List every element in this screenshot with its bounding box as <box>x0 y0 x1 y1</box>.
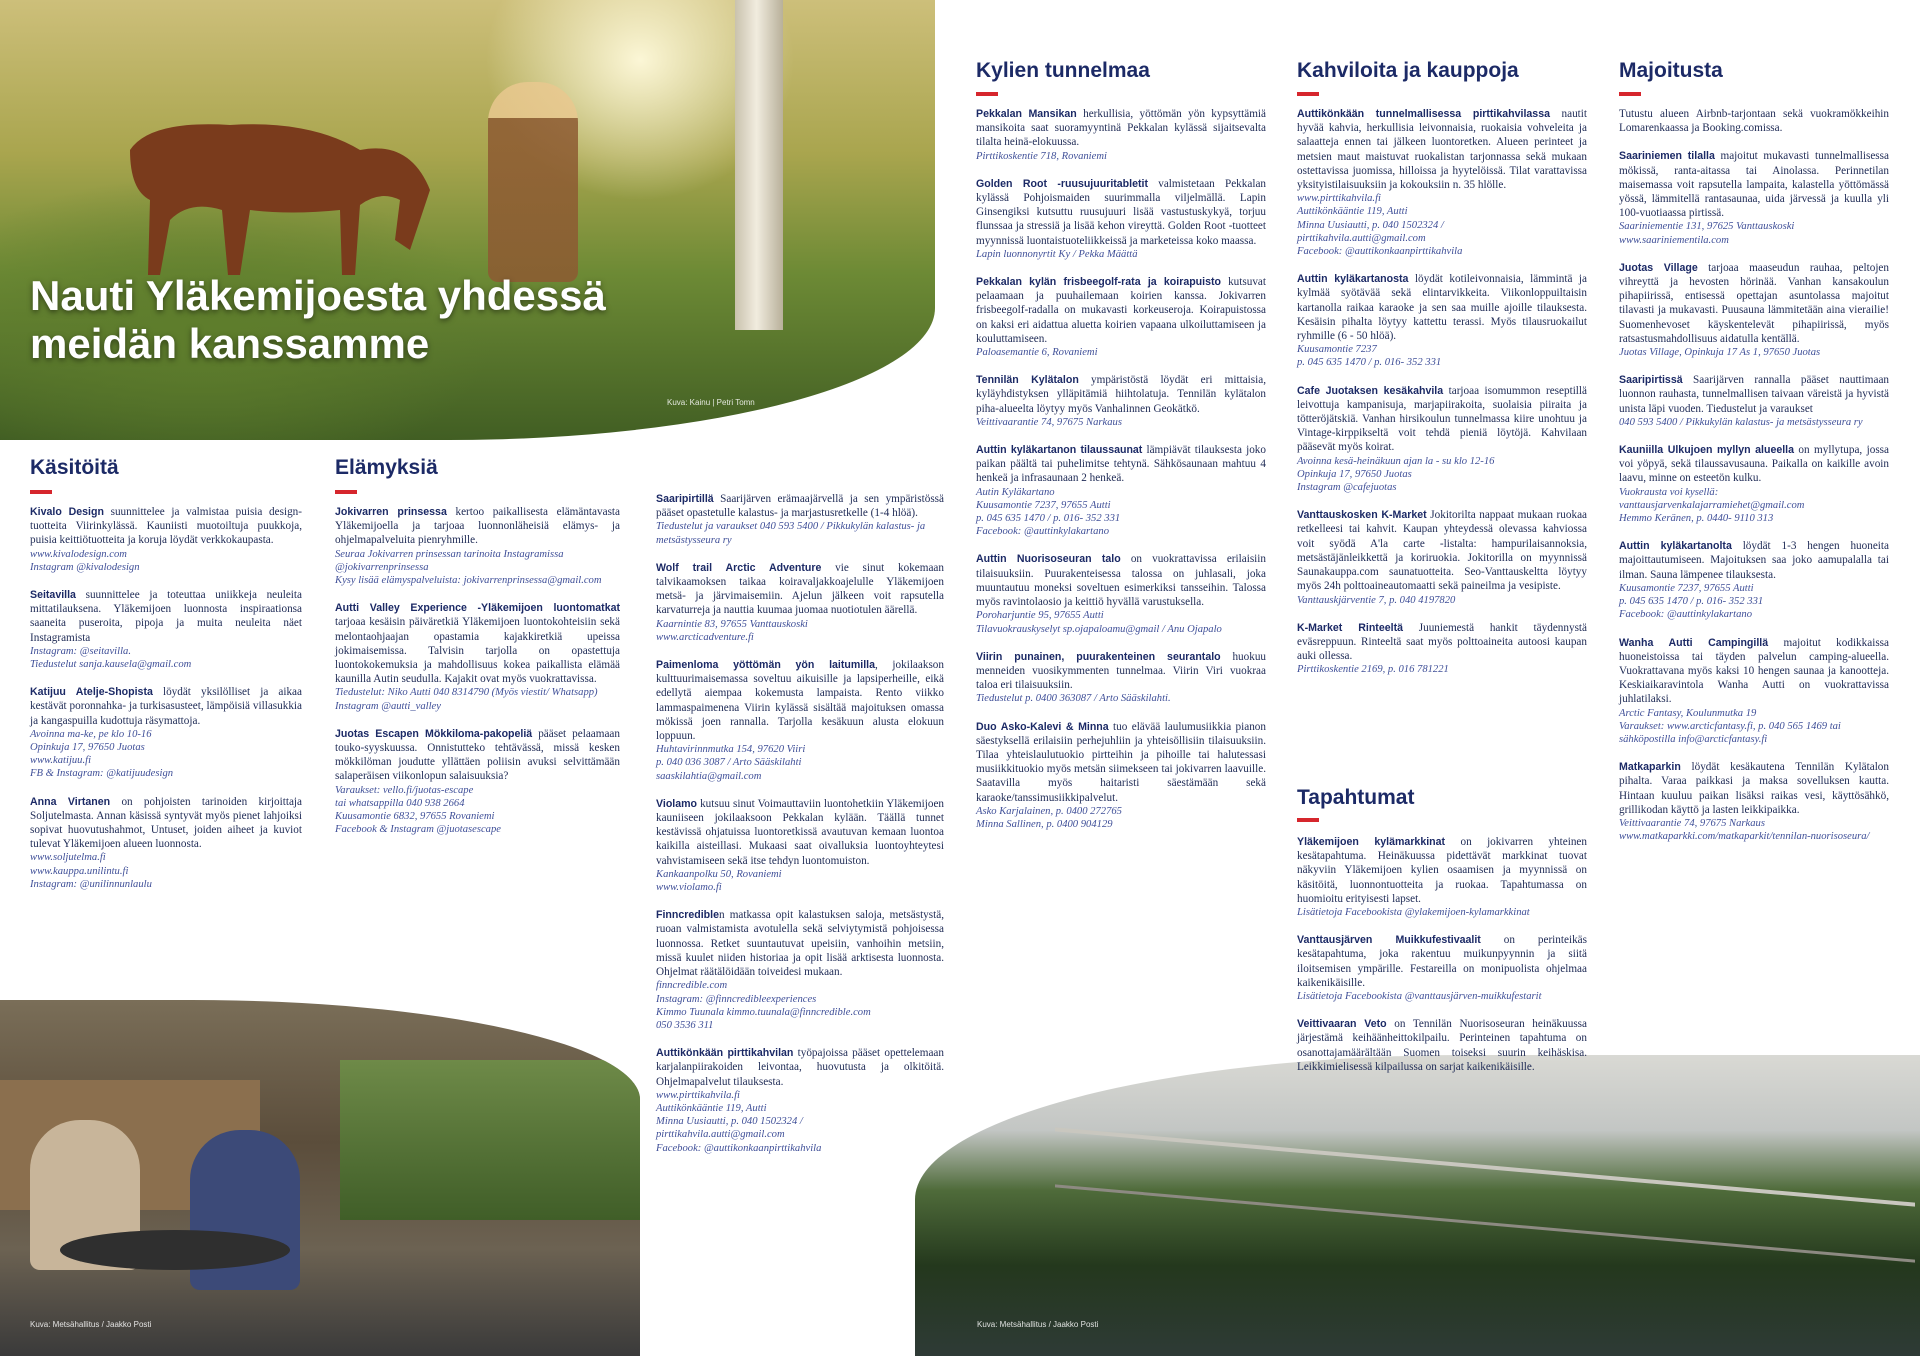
entry-description: Jokitorilta nappaat mukaan ruokaa retkelleesi tai kahvit. Kaupan yhteydessä olevassa kahviossa voit syödä A'la carte -listalta: hampurilaisannoksia, metsästäjänleikkettä ja koriruokia. Jokitorilla on myynnissä Saunakauppa.com saunatuotteita. Seo-Vanttauskeltta löytyy myös 24h polttoaineautomaatti sekä paineilma ja vesipiste. <box>1297 509 1587 593</box>
entry-text <box>1619 261 1889 346</box>
entry-name: Pekkalan kylän frisbeegolf-rata ja koirapuisto <box>976 276 1221 289</box>
entry-text <box>656 797 944 868</box>
entry-contact: Opinkuja 17, 97650 Juotas <box>1297 468 1412 480</box>
entry-contact: Kaarnintie 83, 97655 Vanttauskoski <box>656 618 808 630</box>
entry-contact: Pirttikoskentie 718, Rovaniemi <box>976 150 1107 162</box>
list-item <box>976 552 1266 635</box>
entry-text <box>1619 443 1889 486</box>
entry-description: on perinteikäs kesätapahtuma, joka rakentuu muikunpyynnin ja siitä iloitsemisen ympärille. Festareilla on monipuolista ohjelmaa kaikenikäisille. <box>1297 934 1587 989</box>
entry-contact: Auttikönkääntie 119, Autti <box>656 1102 767 1114</box>
entry-contact: Autin Kyläkartano <box>976 486 1055 498</box>
entry-contact: Pirttikoskentie 2169, p. 016 781221 <box>1297 664 1449 676</box>
entry-contact: Facebook: @auttikonkaanpirttikahvila <box>1297 246 1463 258</box>
family-photo <box>0 1000 640 1356</box>
entry-name: Saariniemen tilalla <box>1619 150 1715 163</box>
list-item <box>1297 107 1587 258</box>
heading-kylien: Kylien tunnelmaa <box>976 59 1150 82</box>
heading-bar <box>1619 92 1641 96</box>
entry-contact: Facebook: @auttinkylakartano <box>1619 609 1753 621</box>
entry-contact: www.saariniementila.com <box>1619 234 1729 246</box>
entry-description: on vuokrattavissa erilaisiin tilaisuuksiin. Puurakenteisessa talossa on juhlasali, joka muuntautuu moneksi soveltuen esimerkiksi tansseihin. Talossa myös ravintolaosio ja keittiö hyvällä varustuksella. <box>976 553 1266 609</box>
column-kahviloita <box>1297 107 1587 782</box>
entry-contact: Tilavuokrauskyselyt sp.ojapaloamu@gmail / Anu Ojapalo <box>976 623 1222 635</box>
entry-name: Viirin punainen, puurakenteinen seurantalo <box>976 650 1221 663</box>
entry-name: Katijuu Atelje-Shopista <box>30 686 153 699</box>
entry-text <box>1619 107 1889 135</box>
hero-title-line2: meidän kanssamme <box>30 320 430 367</box>
column-elamyksia-1 <box>335 505 620 905</box>
entry-name: Juotas Escapen Mökkiloma-pakopeliä <box>335 727 533 740</box>
woman-figure <box>488 82 578 282</box>
entry-name: Duo Asko-Kalevi & Minna <box>976 720 1109 733</box>
entry-name: Finncredible <box>656 909 719 922</box>
entry-text <box>976 275 1266 346</box>
heading-bar <box>1297 818 1319 822</box>
entry-text <box>335 601 620 686</box>
entry-description: majoitut mukavasti tunnelmallisessa mökissä, ranta-aitassa tai Ainolassa. Perinnetilan maisemassa voit rapsutella lampaita, kalastella yöttömässä yössä, lämmitellä rantasaunaa, uida järvessä ja kuulla yli 100-vuotiaassa pirtissä. <box>1619 150 1889 220</box>
entry-contact: saaskilahtia@gmail.com <box>656 770 762 782</box>
entry-description: löydät yksilölliset ja aikaa kestävät poronnahka- ja turkisasusteet, lämpöisiä villasukkia ja kangaspuilla kudottuja räsymattoja. <box>30 686 302 727</box>
entry-contact: www.arcticadventure.fi <box>656 631 754 643</box>
entry-contact: Lisätietoja Facebookista @vanttausjärven-muikkufestarit <box>1297 991 1542 1003</box>
entry-contact: Varaukset: vello.fi/juotas-escape <box>335 784 474 796</box>
entry-contact: Instagram @cafejuotas <box>1297 482 1397 494</box>
entry-contact: Kimmo Tuunala kimmo.tuunala@finncredible.com <box>656 1006 871 1018</box>
entry-contact: Kysy lisää elämyspalveluista: jokivarrenprinsessa@gmail.com <box>335 575 602 587</box>
entry-text <box>656 561 944 618</box>
entry-contact: Tiedustelut p. 0400 363087 / Arto Sääskilahti. <box>976 693 1171 705</box>
heading-bar <box>30 490 52 494</box>
column-elamyksia-2 <box>656 492 944 1327</box>
entry-text <box>1297 107 1587 192</box>
entry-name: Paimenloma yöttömän yön laitumilla <box>656 659 876 672</box>
entry-description: kutsuu sinut Voimauttaviin luontohetkiin Yläkemijoen kauniiseen jokilaaksoon Pekkalan kylään. Täällä tunnet kestävissä ohjatuissa luontoretkissä avautuvan kemaan luontoa kaikilla aisteillasi. Mukaasi saat oivalluksia luontoyhteytesi vahvistamiseen sekä itse tehdyn luontomuiston. <box>656 797 944 867</box>
birch-tree <box>735 0 783 330</box>
entry-contact: Hemmo Keränen, p. 0440- 9110 313 <box>1619 513 1774 525</box>
entry-text <box>1619 539 1889 582</box>
list-item <box>1619 261 1889 359</box>
entry-contact: Vuokrausta voi kysellä: <box>1619 486 1719 498</box>
entry-contact: Facebook: @auttikonkaanpirttikahvila <box>656 1142 822 1154</box>
entry-text <box>976 720 1266 805</box>
entry-name: Golden Root -ruusujuuritabletit <box>976 177 1148 190</box>
table <box>60 1230 290 1270</box>
entry-text <box>1297 272 1587 343</box>
entry-contact: Auttikönkääntie 119, Autti <box>1297 206 1408 218</box>
entry-name: Auttikönkään pirttikahvilan <box>656 1047 794 1060</box>
entry-text <box>1297 933 1587 990</box>
entry-contact: 050 3536 311 <box>656 1019 714 1031</box>
entry-name: Auttin Nuorisoseuran talo <box>976 553 1121 566</box>
entry-text <box>1297 384 1587 455</box>
entry-contact: Opinkuja 17, 97650 Juotas <box>30 742 145 754</box>
column-kasitoita <box>30 505 302 970</box>
entry-text <box>656 658 944 743</box>
entry-description: huokuu menneiden vuosikymmenten tunnelmaa. Viirin Viri vuokraa taloa eri tilaisuuksiin. <box>976 650 1267 692</box>
list-item <box>30 795 302 891</box>
entry-description: vie sinut kokemaan talvikaamoksen taikaa koiravaljakkoajelulle Yläkemijoen metsä- ja järvimaisemiin. Ajelun jälkeen voit rapsutella karvaturreja ja nauttia kuumaa juomaa nuotiotulen äärellä. <box>656 561 944 617</box>
entry-name: Saaripirtissä <box>1619 374 1683 387</box>
entry-contact: Minna Uusiautti, p. 040 1502324 / <box>656 1116 803 1128</box>
entry-name: Tennilän Kylätalon <box>976 374 1079 387</box>
entry-description: nautit hyvää kahvia, herkullisia leivonnaisia, ruokaisia vohveleita ja salaatteja ennen tai jälkeen luontoretken. Alueen perinteet ja metsien maut maistuvat ruokalistan tarjonnassa sekä mukaan ostettavissa juomissa, hilloissa ja hyytelöissä. Tilat varattavissa yksityistilaisuuksiin ja kokouksiin n. 35 hlölle. <box>1297 108 1587 192</box>
entry-contact: p. 045 635 1470 / p. 016- 352 331 <box>1619 596 1764 608</box>
list-item <box>656 561 944 644</box>
entry-description: kertoo paikallisesta elämäntavasta Yläkemijoella ja tarjoaa luonnonläheisiä elämys- ja ohjelmapalveluita pienryhmille. <box>335 506 620 547</box>
entry-description: herkullisia, yöttömän yön kypsyttämiä mansikoita saat suoramyyntinä Pekkalan kylässä sijaitsevalta tilalta heinä-elokuussa. <box>976 108 1266 149</box>
entry-name: Cafe Juotaksen kesäkahvila <box>1297 384 1444 397</box>
entry-text <box>1297 1017 1587 1074</box>
entry-contact: Kuusamontie 7237, 97655 Autti <box>976 499 1111 511</box>
list-item <box>30 505 302 574</box>
entry-name: Auttin kyläkartanon tilaussaunat <box>976 444 1143 457</box>
list-item <box>976 107 1266 163</box>
entry-text <box>335 727 620 784</box>
entry-description: löydät 1-3 hengen huoneita majoittautumiseen. Majoituksen saa joko aamupalalla tai ilman. Sauna lämpenee tilauksesta. <box>1619 540 1889 581</box>
entry-description: Juuniemestä hankit täydennystä eväsreppuun. Rinteeltä saat myös polttoaineita autoosi kaupan auki ollessa. <box>1297 621 1587 663</box>
entry-contact: Veittivaarantie 74, 97675 Narkaus <box>1619 817 1765 829</box>
entry-contact: Vanttauskjärventie 7, p. 040 4197820 <box>1297 594 1456 606</box>
entry-text <box>976 107 1266 150</box>
list-item <box>976 650 1266 706</box>
list-item <box>1619 107 1889 135</box>
list-item <box>656 797 944 894</box>
entry-name: Kivalo Design <box>30 506 104 518</box>
entry-text <box>1297 508 1587 593</box>
entry-description: Saarijärven rannalla pääset nauttimaan luonnon rauhasta, tunnelmallisen taivaan väreistä ja hyvistä unista läpi vuoden. Tiedustelut ja varaukset <box>1619 374 1889 415</box>
entry-contact: www.pirttikahvila.fi <box>1297 193 1381 205</box>
entry-contact: Lisätietoja Facebookista @ylakemijoen-kylamarkkinat <box>1297 907 1530 919</box>
entry-name: Autti Valley Experience -Yläkemijoen luontomatkat <box>335 602 620 615</box>
entry-description: on myllytupa, jossa voi yöpyä, sekä tilaussavusauna. Paikalla on kaikille avoin laavu, minne on esteetön kulku. <box>1619 444 1889 485</box>
list-item <box>1297 272 1587 369</box>
entry-contact: Facebook & Instagram @juotasescape <box>335 824 501 836</box>
entry-text <box>656 1046 944 1089</box>
list-item <box>30 588 302 671</box>
entry-text <box>1619 373 1889 416</box>
column-majoitusta <box>1619 107 1889 987</box>
horse-illustration <box>110 80 440 280</box>
entry-name: Wanha Autti Campingillä <box>1619 636 1769 649</box>
entry-contact: Facebook: @auttinkylakartano <box>976 526 1110 538</box>
entry-description: lämpiävät tilauksesta joko paikan päältä tai puhelimitse tehtynä. Sähkösaunaan mahtuu 4 henkeä ja infrasaunaan 2 henkeä. <box>976 444 1266 485</box>
entry-description: , jokilaakson kulttuurimaisemassa soveltuu aikuisille ja lapsiperheille, eikä edellytä aiempaa kokemusta lampaista. Rento viikko lammaspaimenena Viirin kylässä sisältää majoituksen omassa mökissä joen rannalla. Tarjolla kesäkuun alusta elokuun loppuun. <box>656 659 944 743</box>
entry-name: Vanttauskosken K-Market <box>1297 509 1427 522</box>
entry-description: on Tennilän Nuorisoseuran heinäkuussa järjestämä keihäänheittokilpailu. Perinteinen tapahtuma on osanottajamäärältään Suomen toiseksi suurin keihäskisa. Leikkimielisessä kilpailussa on sarjat kaikenikäisille. <box>1297 1018 1587 1073</box>
entry-name: K-Market Rinteeltä <box>1297 621 1403 634</box>
entry-contact: www.soljutelma.fi <box>30 852 106 864</box>
entry-description: Tutustu alueen Airbnb-tarjontaan sekä vuokramökkeihin Lomarenkaassa ja Booking.comissa. <box>1619 108 1889 135</box>
entry-text <box>976 373 1266 416</box>
entry-name: Anna Virtanen <box>30 795 111 808</box>
entry-contact: pirttikahvila.autti@gmail.com <box>1297 232 1426 244</box>
bottom-left-credit: Kuva: Metsähallitus / Jaakko Posti <box>30 1320 152 1329</box>
entry-text <box>1619 760 1889 817</box>
entry-contact: Instagram @autti_valley <box>335 700 441 712</box>
entry-name: Pekkalan Mansikan <box>976 108 1077 120</box>
heading-kahviloita: Kahviloita ja kauppoja <box>1297 59 1519 82</box>
entry-contact: Kankaanpolku 50, Rovaniemi <box>656 868 782 880</box>
list-item <box>656 658 944 783</box>
entry-description: suunnittelee ja valmistaa puisia design-tuotteita Viirinkylässä. Kauniisti muotoiltuja puukkoja, puisia keittiötuotteita ja koruja löydät verkkokaupasta. <box>30 506 302 547</box>
entry-name: Jokivarren prinsessa <box>335 506 447 518</box>
list-item <box>1619 760 1889 843</box>
entry-name: Auttikönkään tunnelmallisessa pirttikahvilassa <box>1297 108 1550 120</box>
entry-text <box>976 177 1266 248</box>
entry-contact: Avoinna kesä-heinäkuun ajan la - su klo 12-16 <box>1297 455 1495 467</box>
entry-name: Violamo <box>656 797 698 810</box>
heading-bar <box>335 490 357 494</box>
column-kylien <box>976 107 1266 942</box>
entry-description: pääset pelaamaan touko-syyskuussa. Onnistutteko tehtävässä, missä kesken mökkilöman joudutte yllättäen poliisin avuksi selvittämään salaperäisen viikonlopun salaisuuksia? <box>335 727 620 783</box>
column-tapahtumat <box>1297 835 1587 1075</box>
list-item <box>30 685 302 780</box>
entry-text <box>335 505 620 548</box>
entry-text <box>30 685 302 728</box>
list-item <box>335 727 620 837</box>
entry-contact: www.kauppa.unilintu.fi <box>30 865 129 877</box>
entry-contact: Kuusamontie 7237, 97655 Autti <box>1619 582 1754 594</box>
entry-text <box>1297 835 1587 906</box>
heading-tapahtumat: Tapahtumat <box>1297 786 1415 809</box>
list-item <box>976 275 1266 359</box>
list-item <box>1619 636 1889 747</box>
entry-contact: Paloasemantie 6, Rovaniemi <box>976 347 1098 359</box>
heading-bar <box>976 92 998 96</box>
entry-contact: Instagram @kivalodesign <box>30 561 140 573</box>
entry-contact: Avoinna ma-ke, pe klo 10-16 <box>30 728 152 740</box>
list-item <box>335 601 620 713</box>
entry-contact: finncredible.com <box>656 980 728 992</box>
hero-photo <box>0 0 935 440</box>
entry-description: löydät kesäkautena Tennilän Kylätalon pihalta. Varaa paikkasi ja maksa sovelluksen kautta. Hintaan kuuluu paikan lisäksi raikas vesi, käyttösähkö, grillikodan käyttö ja lasten leikkipaikka. <box>1619 761 1889 816</box>
entry-contact: Seuraa Jokivarren prinsessan tarinoita Instagramissa @jokivarrenprinsessa <box>335 548 564 573</box>
entry-description: tarjoaa isomummon reseptillä leivottuja kampanisuja, marjapiirakoita, suolaisia piiraita ja tötteröjätskiä. Vanhan hirsikoulun tunnelmassa kiire unohtuu ja Vintage-kirppikseltä voit tehdä pieniä löytöjä. Kahvilaan pääsevät myös koirat. <box>1297 384 1587 454</box>
list-item <box>335 505 620 587</box>
entry-name: Juotas Village <box>1619 261 1698 274</box>
entry-contact: www.katijuu.fi <box>30 755 92 767</box>
entry-contact: Tiedustelut: Niko Autti 040 8314790 (Myös viestit/ Whatsapp) <box>335 687 598 699</box>
entry-contact: p. 040 036 3087 / Arto Sääskilahti <box>656 757 802 769</box>
entry-text <box>1297 621 1587 664</box>
list-item <box>1619 539 1889 621</box>
entry-name: Kauniilla Ulkujoen myllyn alueella <box>1619 444 1795 457</box>
entry-contact: Tiedustelut ja varaukset 040 593 5400 / Pikkukylän kalastus- ja metsästysseura ry <box>656 521 926 546</box>
entry-text <box>1619 149 1889 220</box>
entry-name: Matkaparkin <box>1619 761 1681 774</box>
entry-name: Saaripirtillä <box>656 493 714 505</box>
entry-description: löydät kotileivonnaisia, lämmintä ja kylmää syötävää sekä elintarvikkeita. Viikonloppuiltaisin kartanolla raikaa karaoke ja sen saa muille ajoille tilauksesta. Kesäisin pihalta löytyy kattettu terassi. Myös tilausruokailut ryhmille (6 - 50 hlöä). <box>1297 273 1587 343</box>
list-item <box>1297 508 1587 606</box>
entry-contact: Lapin luonnonyrtit Ky / Pekka Määttä <box>976 248 1138 260</box>
entry-contact: Instagram: @unilinnunlaulu <box>30 878 152 890</box>
list-item <box>656 492 944 547</box>
entry-description: on pohjoisten tarinoiden kirjoittaja Soljutelmasta. Annan käsissä syntyvät myös pienet lahjoiksi sopivat huovutushahmot, Untuset, joiden aiheet ja kuviot tulevat Yläkemijoen alueen luonnosta. <box>30 795 303 851</box>
entry-text <box>30 795 302 852</box>
list-item <box>976 373 1266 429</box>
bottom-right-credit: Kuva: Metsähallitus / Jaakko Posti <box>977 1320 1099 1329</box>
heading-kasitoita: Käsitöitä <box>30 456 119 479</box>
entry-description: tarjoaa maaseudun rauhaa, peltojen vihreyttä ja hevosten hörinää. Vanhan kansakoulun pihapiirissä, entisessä opettajan asuntolassa majoitut tilavasti ja mukavasti. Puusauna lämmitetään aina vierailie! Suomenhevoset käyskentelevät pihapiirissä, myös ratsastusmahdollisuus aidatulla kentällä. <box>1619 261 1889 345</box>
entry-contact: Varaukset: www.arcticfantasy.fi, p. 040 565 1469 tai sähköpostilla info@arcticfantasy.fi <box>1619 720 1841 745</box>
entry-contact: tai whatsappilla 040 938 2664 <box>335 797 465 809</box>
entry-contact: Instagram: @seitavilla. <box>30 645 131 657</box>
entry-description: majoitut kodikkaissa huoneistoissa tai täyden palvelun camping-alueella. Vuokrattavana myös kaksi 10 hengen saunaa ja kanootteja. Keskiaikaravintola Wanha Autti on vuokrattavissa juhlatilaksi. <box>1619 636 1889 706</box>
list-item <box>656 1046 944 1155</box>
entry-contact: vanttausjarvenkalajarramiehet@gmail.com <box>1619 499 1805 511</box>
entry-text <box>30 588 302 645</box>
entry-name: Vanttausjärven Muikkufestivaalit <box>1297 934 1481 947</box>
entry-text <box>30 505 302 548</box>
entry-contact: p. 045 635 1470 / p. 016- 352 331 <box>1297 357 1442 369</box>
list-item <box>1297 835 1587 919</box>
list-item <box>1619 149 1889 246</box>
entry-description: Saarijärven erämaajärvellä ja sen ympäristössä pääset opastetulle kalastus- ja marjastusretkelle (1-4 hlöä). <box>656 493 944 520</box>
entry-text <box>976 443 1266 486</box>
entry-contact: Huhtavirinnmutka 154, 97620 Viiri <box>656 744 806 756</box>
entry-text <box>1619 636 1889 707</box>
entry-name: Veittivaaran Veto <box>1297 1018 1387 1031</box>
entry-contact: 040 593 5400 / Pikkukylän kalastus- ja metsästysseura ry <box>1619 416 1863 428</box>
list-item <box>656 908 944 1032</box>
entry-description: on jokivarren yhteinen kesätapahtuma. Heinäkuussa pidettävät markkinat tuovat näkyviin Yläkemijoen kylien osaamisen ja myynnissä on käsitöitä, luonnontuotteita ja ruokaa. Tapahtumassa on huomioitu erityisesti lapset. <box>1297 836 1587 905</box>
list-item <box>976 443 1266 538</box>
garden <box>340 1060 640 1220</box>
entry-description: n matkassa opit kalastuksen saloja, metsästystä, ruoan valmistamista avotulella sekä selviytymistä pohjoisessa luonnossa. Retket suuntautuvat upeisiin, vanhoihin metsiin, missä kuulet niiden historiaa ja opit lisää arktisesta luonnosta. Ohjelmat räätälöidään toiveidesi mukaan. <box>656 909 944 979</box>
heading-majoitusta: Majoitusta <box>1619 59 1723 82</box>
list-item <box>976 177 1266 261</box>
entry-contact: www.pirttikahvila.fi <box>656 1089 740 1101</box>
entry-name: Seitavilla <box>30 589 76 602</box>
list-item <box>1297 933 1587 1003</box>
heading-elamyksia: Elämyksiä <box>335 456 438 479</box>
list-item <box>1619 443 1889 525</box>
entry-description: tarjoaa kesäisin päiväretkiä Yläkemijoen luontokohteisiin sekä melontaohjaajan opastamia kajakkiretkiä upeissa jokimaisemissa. Talvisin tarjolla on opastettuja luontokokemuksia ja mahdollisuus kokea paikallista elämää kaunilla Autin seudulla. Kajakit ovat myös vuokrattavissa. <box>335 616 620 686</box>
entry-contact: Arctic Fantasy, Koulunmutka 19 <box>1619 707 1757 719</box>
suspension-bridge <box>1055 1127 1915 1262</box>
entry-contact: p. 045 635 1470 / p. 016- 352 331 <box>976 513 1121 525</box>
entry-name: Auttin kyläkartanolta <box>1619 540 1732 553</box>
hero-credit: Kuva: Kainu | Petri Tomn <box>667 398 755 407</box>
entry-name: Yläkemijoen kylämarkkinat <box>1297 836 1446 848</box>
entry-contact: Instagram: @finncredibleexperiences <box>656 993 817 1005</box>
entry-description: työpajoissa pääset opettelemaan karjalanpiirakoiden leivontaa, huovutusta ja olkitöitä. Ohjelmapalvelut tilauksesta. <box>656 1047 944 1088</box>
list-item <box>1619 373 1889 429</box>
entry-contact: Minna Uusiautti, p. 040 1502324 / <box>1297 219 1444 231</box>
entry-contact: Minna Sallinen, p. 0400 904129 <box>976 818 1113 830</box>
entry-text <box>976 650 1266 693</box>
entry-description: ympäristöstä löydät eri mittaisia, kyläyhdistyksen ylläpitämiä hiihtolatuja. Tennilän kylätalon piha-alueelta löytyy myös Vanhalinnen Geokätkö. <box>976 374 1266 415</box>
entry-name: Wolf trail Arctic Adventure <box>656 561 822 574</box>
entry-contact: Asko Karjalainen, p. 0400 272765 <box>976 805 1122 817</box>
list-item <box>1297 621 1587 677</box>
entry-contact: pirttikahvila.autti@gmail.com <box>656 1129 785 1141</box>
entry-contact: www.matkaparkki.com/matkaparkit/tennilan-nuorisoseura/ <box>1619 831 1870 843</box>
entry-contact: Kuusamontie 6832, 97655 Rovaniemi <box>335 811 495 823</box>
bridge-photo <box>915 1055 1920 1356</box>
entry-description: suunnittelee ja toteuttaa uniikkeja neuleita mittatilauksena. Yläkemijoen luonnosta inspiraationsa saaneita puseroita, pipoja ja muita neuleita näet Instagramista <box>30 589 302 644</box>
entry-contact: www.violamo.fi <box>656 882 722 894</box>
entry-description: kutsuvat pelaamaan ja puuhailemaan koirien kanssa. Jokivarren frisbeegolf-radalla on mukavasti korkeuseroja. Koirapuistossa on kaksi eri aidattua aluetta koirien vapaana ulkoiluttamiseen ja kouluttamiseen. <box>976 276 1266 345</box>
entry-contact: Juotas Village, Opinkuja 17 As 1, 97650 Juotas <box>1619 347 1821 359</box>
heading-bar <box>1297 92 1319 96</box>
entry-text <box>656 908 944 979</box>
entry-contact: Saariniementie 131, 97625 Vanttauskoski <box>1619 221 1795 233</box>
entry-text <box>976 552 1266 609</box>
hero-title <box>30 272 650 368</box>
entry-contact: Poroharjuntie 95, 97655 Autti <box>976 610 1104 622</box>
list-item <box>976 720 1266 832</box>
list-item <box>1297 1017 1587 1074</box>
entry-contact: FB & Instagram: @katijuudesign <box>30 768 174 780</box>
hero-title-line1: Nauti Yläkemijoesta yhdessä <box>30 272 606 319</box>
entry-contact: www.kivalodesign.com <box>30 548 127 560</box>
entry-text <box>656 492 944 520</box>
entry-contact: Veittivaarantie 74, 97675 Narkaus <box>976 416 1122 428</box>
entry-name: Auttin kyläkartanosta <box>1297 273 1409 286</box>
entry-contact: Kuusamontie 7237 <box>1297 344 1377 356</box>
entry-description: tuo elävää laulumusiikkia pianon säestyksellä erilaisiin perhejuhliin ja yhteisöllisiin tilaisuuksiin. Tilaa yhteislaulutuokio pirtteihin ja pihoille tai halutessasi musiikkituokio myös metsän siimekseen tai jokivarren laavuille. Saatavilla myös haitaristi säestämään sekä karaoke/tanssimusiikkipalvelut. <box>976 720 1266 804</box>
entry-contact: Tiedustelut sanja.kausela@gmail.com <box>30 659 192 671</box>
entry-description: valmistetaan Pekkalan kylässä Pohjoismaiden suurimmalla viljelmällä. Lapin Ginsengiksi kutsuttu ruusujuuri lisää vastustuskykyä, torjuu flunssaa ja stressiä ja lisää kehon vireyttä. Golden Root -tuotteet myynnissä luontaistuoteliikkeissä ja marketeissa koko maassa. <box>976 177 1266 247</box>
list-item <box>1297 384 1587 495</box>
